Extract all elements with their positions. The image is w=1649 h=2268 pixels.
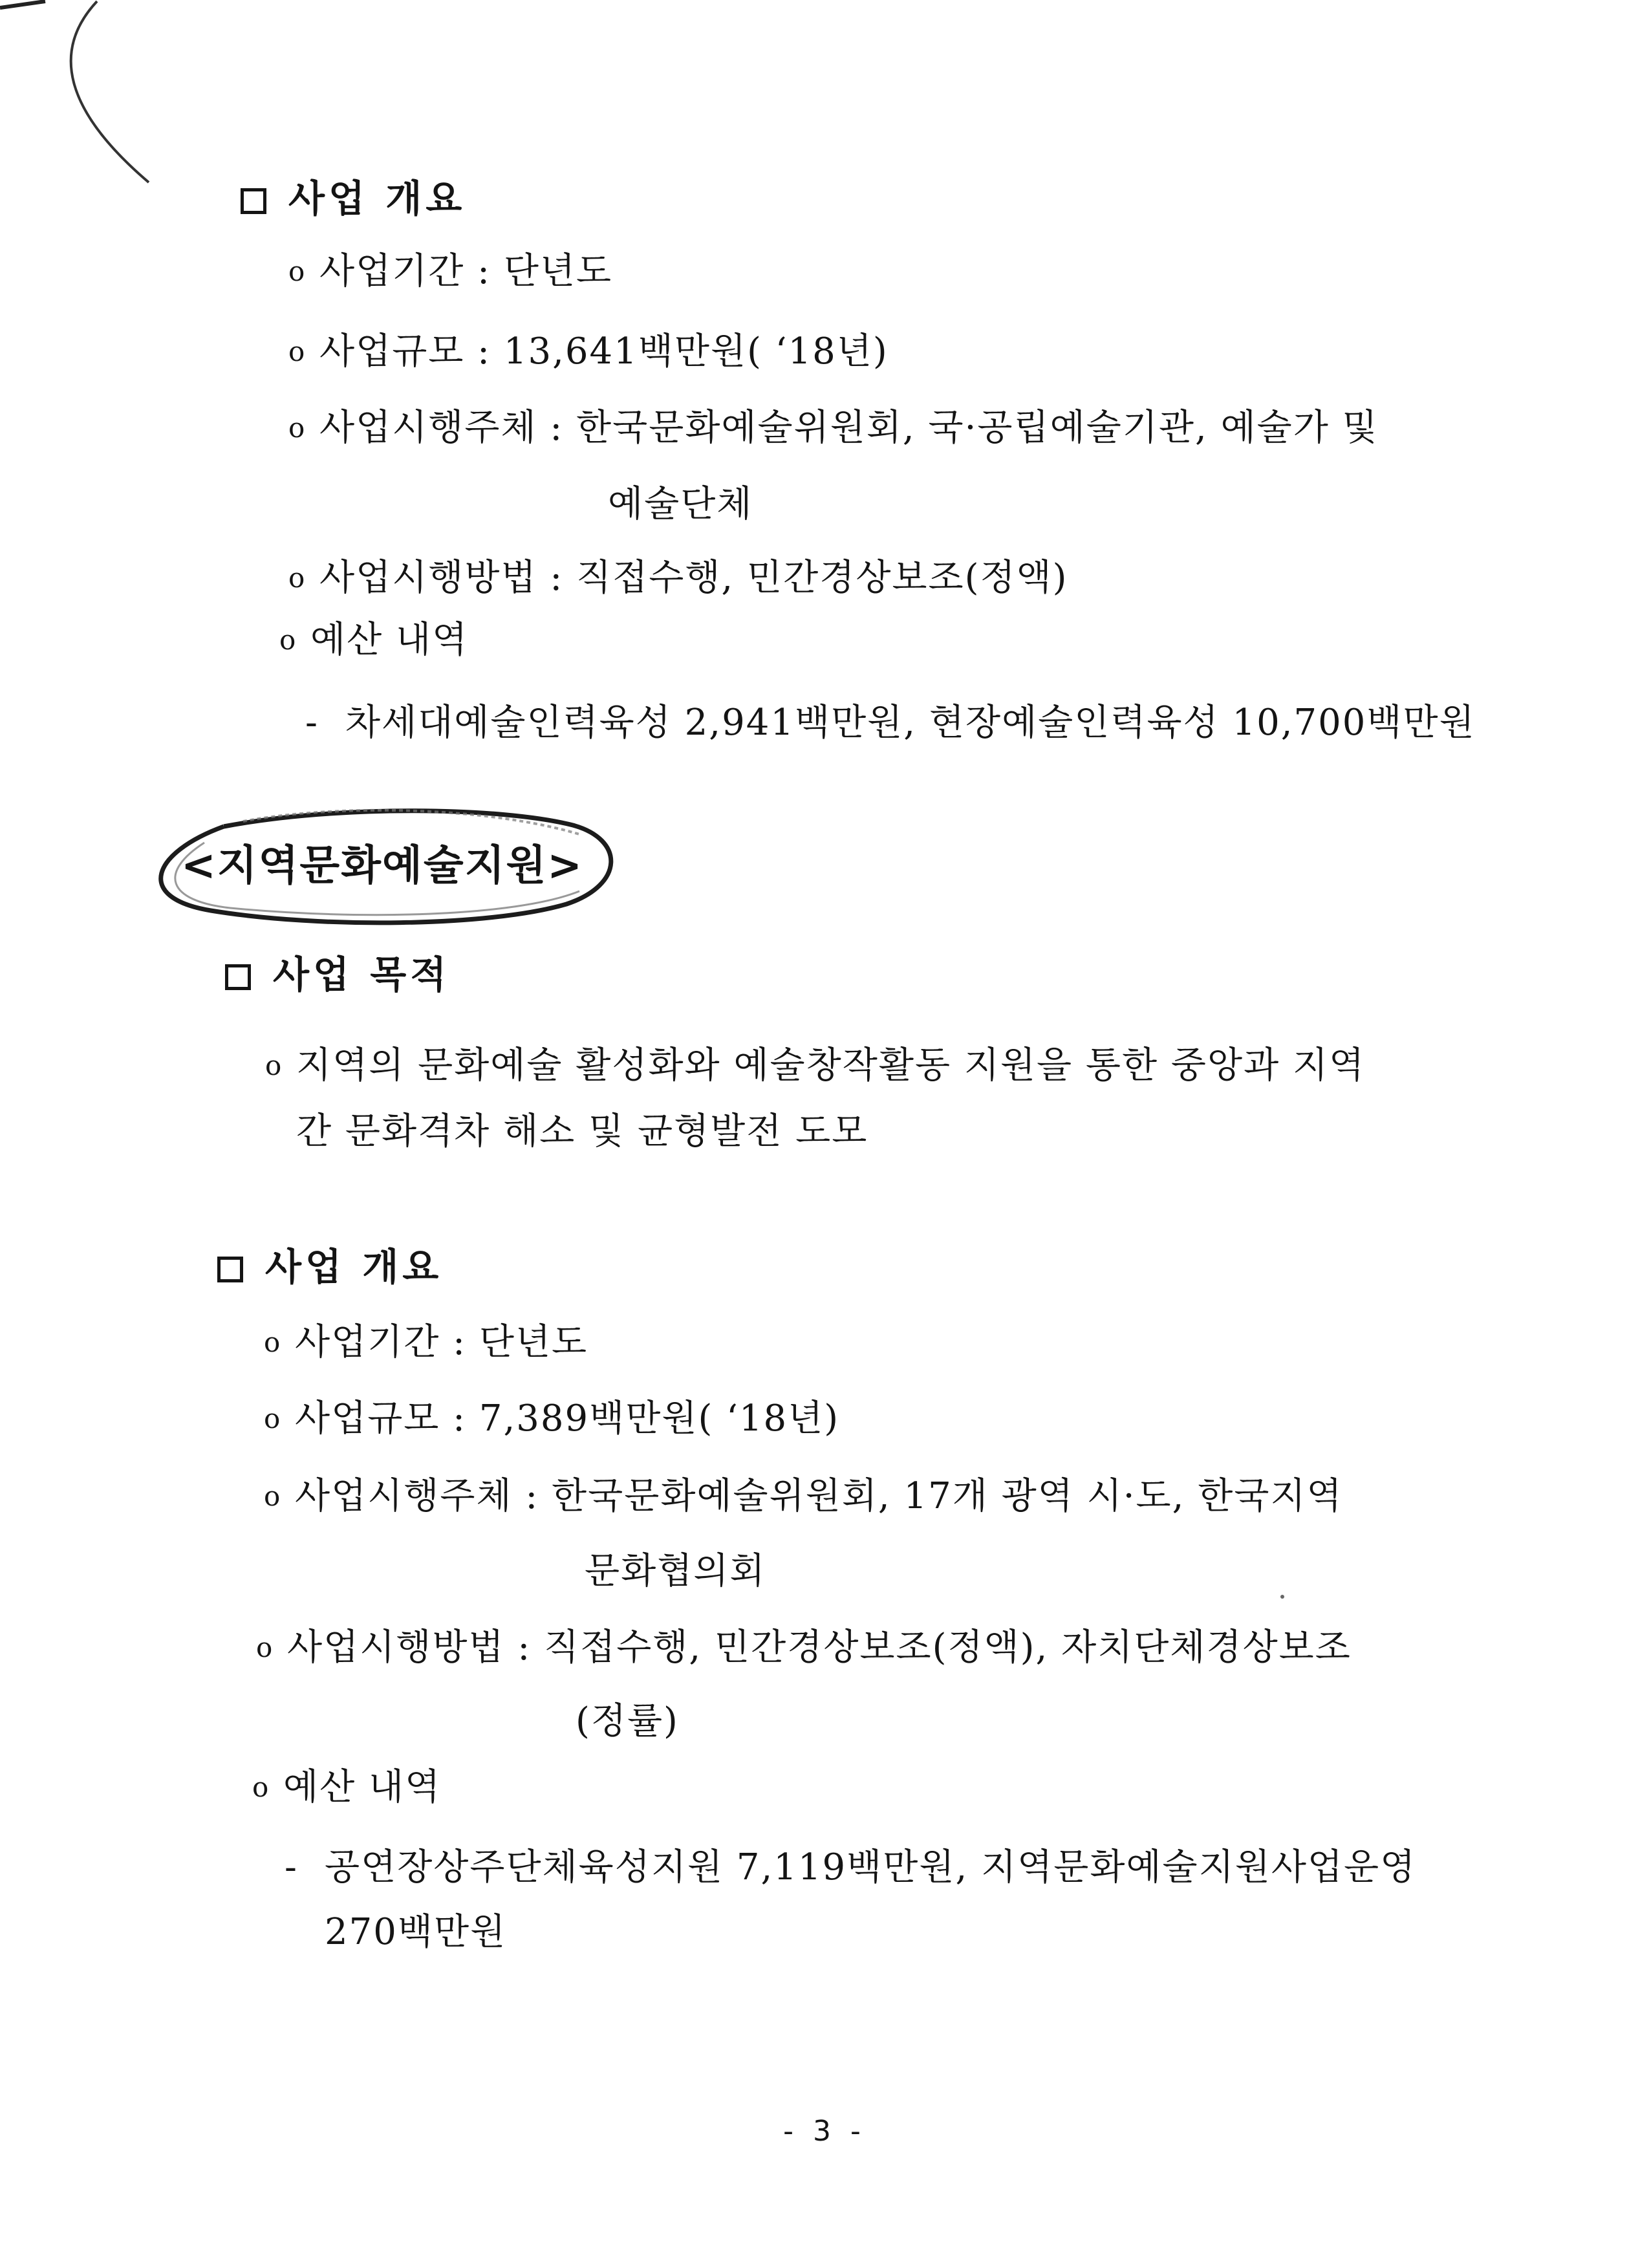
list-item-period: o 사업기간 : 단년도 (264, 1321, 588, 1363)
list-item-period: o 사업기간 : 단년도 (288, 250, 613, 292)
list-item-method-continuation: (정률) (576, 1700, 679, 1742)
section-heading-purpose: 사업 목적 (225, 956, 450, 993)
scan-speck (1280, 1595, 1284, 1599)
checkbox-icon (217, 1257, 243, 1282)
circle-bullet-icon: o (264, 1480, 282, 1512)
circle-bullet-icon: o (265, 1050, 283, 1081)
circle-bullet-icon: o (288, 255, 307, 287)
circle-bullet-icon: o (264, 1403, 282, 1434)
circle-bullet-icon: o (256, 1632, 274, 1663)
circle-bullet-icon: o (288, 336, 307, 367)
list-item-budget: o 예산 내역 (279, 619, 469, 661)
budget-detail-continuation: 270백만원 (325, 1911, 507, 1953)
circle-bullet-icon: o (252, 1771, 270, 1803)
program-title: <지역문화예술지원> (181, 842, 583, 890)
page-number: - 3 - (783, 2115, 866, 2148)
circle-bullet-icon: o (264, 1326, 282, 1358)
circle-bullet-icon: o (279, 624, 297, 656)
budget-detail: - 공연장상주단체육성지원 7,119백만원, 지역문화예술지원사업운영 (285, 1846, 1417, 1888)
list-item-scale: o 사업규모 : 7,389백만원( ‘18년) (264, 1398, 840, 1440)
list-item-executor: o 사업시행주체 : 한국문화예술위원회, 17개 광역 시·도, 한국지역 (264, 1475, 1343, 1517)
checkbox-icon (241, 188, 266, 214)
circle-bullet-icon: o (288, 562, 307, 594)
budget-detail: - 차세대예술인력육성 2,941백만원, 현장예술인력육성 10,700백만원 (305, 702, 1476, 744)
scan-punch-mark (0, 0, 168, 207)
section-heading-overview-1: 사업 개요 (241, 180, 466, 217)
list-item-purpose-continuation: 간 문화격차 해소 및 균형발전 도모 (296, 1110, 868, 1152)
section-heading-overview-2: 사업 개요 (217, 1248, 442, 1286)
list-item-scale: o 사업규모 : 13,641백만원( ‘18년) (288, 330, 889, 373)
list-item-executor: o 사업시행주체 : 한국문화예술위원회, 국·공립예술기관, 예술가 및 (288, 407, 1379, 449)
program-title-oval (127, 788, 638, 936)
list-item-purpose: o 지역의 문화예술 활성화와 예술창작활동 지원을 통한 중앙과 지역 (265, 1044, 1366, 1086)
list-item-method: o 사업시행방법 : 직접수행, 민간경상보조(정액), 자치단체경상보조 (256, 1626, 1352, 1669)
circle-bullet-icon: o (288, 412, 307, 444)
list-item-executor-continuation: 문화협의회 (585, 1550, 766, 1592)
list-item-executor-continuation: 예술단체 (608, 483, 753, 525)
list-item-budget: o 예산 내역 (252, 1766, 442, 1808)
list-item-method: o 사업시행방법 : 직접수행, 민간경상보조(정액) (288, 557, 1068, 599)
checkbox-icon (225, 964, 251, 990)
